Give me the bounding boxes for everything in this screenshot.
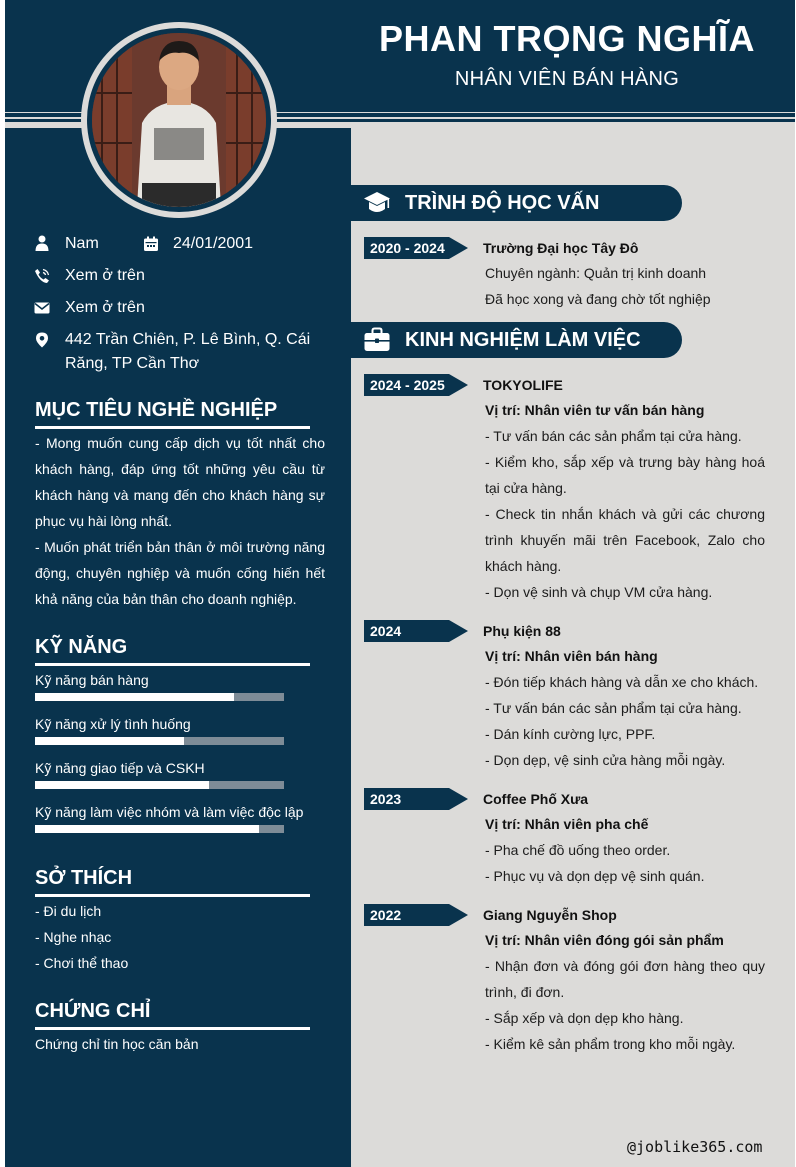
education-major: Chuyên ngành: Quản trị kinh doanh [485,265,707,281]
objective-heading: MỤC TIÊU NGHỀ NGHIỆP [35,399,278,421]
experience-company: Coffee Phố Xưa [483,791,589,807]
briefcase-icon [363,327,391,353]
education-period: 2020 - 2024 [370,240,445,256]
candidate-name: PHAN TRỌNG NGHĨA [379,18,755,59]
experience-date-tag [364,620,469,642]
calendar-icon [143,236,159,252]
experience-duty: - Kiểm kho, sắp xếp và trưng bày hàng hoá tại cửa hàng. [485,454,765,496]
skill-label: Kỹ năng bán hàng [35,672,149,688]
experience-details [485,643,765,773]
experience-role: Vị trí: Nhân viên pha chế [485,816,649,832]
experience-duty: - Nhận đơn và đóng gói đơn hàng theo quy trình, đi đơn. [485,958,765,1000]
contact-phone: Xem ở trên [65,267,145,284]
experience-duty: - Tư vấn bán các sản phẩm tại cửa hàng. [485,428,742,444]
hobbies-heading: SỞ THÍCH [35,867,133,889]
objective-rule [35,426,310,429]
skill-bar [35,693,284,701]
education-status: Đã học xong và đang chờ tốt nghiệp [485,291,711,307]
contact-address: 442 Trần Chiên, P. Lê Bình, Q. Cái Răng, TP Cần Thơ [65,331,311,372]
skill-label: Kỹ năng giao tiếp và CSKH [35,760,205,776]
candidate-job-title: NHÂN VIÊN BÁN HÀNG [454,68,680,90]
experience-period: 2024 [370,623,402,639]
hobby-item: - Nghe nhạc [35,929,112,945]
experience-company: Giang Nguyễn Shop [483,907,617,923]
experience-date-tag [364,904,469,926]
education-heading: TRÌNH ĐỘ HỌC VẤN [405,192,600,214]
experience-period: 2024 - 2025 [370,377,445,393]
experience-period: 2023 [370,791,402,807]
experience-period: 2022 [370,907,402,923]
contact-birthday: 24/01/2001 [173,235,254,252]
skill-bar-fill [35,737,184,745]
experience-details [485,811,765,889]
skill-label: Kỹ năng làm việc nhóm và làm việc độc lập [35,804,304,820]
graduation-cap-icon [363,190,391,216]
experience-duty: - Sắp xếp và dọn dẹp kho hàng. [485,1010,684,1026]
phone-icon [34,268,50,284]
experience-section-header [351,322,682,358]
experience-role: Vị trí: Nhân viên bán hàng [485,648,658,664]
location-icon [34,332,50,348]
skill-label: Kỹ năng xử lý tình huống [35,716,191,732]
education-details [485,260,765,312]
avatar [92,33,266,207]
avatar-photo [92,33,266,207]
contact-gender: Nam [65,235,99,252]
certificate-item: Chứng chỉ tin học căn bản [35,1036,199,1052]
skill-bar [35,825,284,833]
experience-duty: - Phục vụ và dọn dẹp vệ sinh quán. [485,868,705,884]
experience-details [485,397,765,605]
cv-page [5,0,795,1167]
hobby-item: - Đi du lịch [35,903,102,919]
experience-date-tag [364,788,469,810]
hobbies-rule [35,894,310,897]
experience-duty: - Dọn vệ sinh và chụp VM cửa hàng. [485,584,713,600]
certificates-heading: CHỨNG CHỈ [35,1000,151,1022]
experience-duty: - Dọn dẹp, vệ sinh cửa hàng mỗi ngày. [485,752,726,768]
experience-duty: - Kiểm kê sản phẩm trong kho mỗi ngày. [485,1036,736,1052]
hobby-item: - Chơi thể thao [35,955,129,971]
objective-paragraph-2: - Muốn phát triển bản thân ở môi trường năng động, chuyên nghiệp và muốn cống hiến hết khả năng của bản thân cho doanh nghiệp. [35,539,325,607]
contact-email: Xem ở trên [65,299,145,316]
certificates-rule [35,1027,310,1030]
skills-rule [35,663,310,666]
experience-company: Phụ kiện 88 [483,623,561,639]
watermark: @joblike365.com [627,1138,763,1156]
experience-company: TOKYOLIFE [483,377,563,393]
education-school: Trường Đại học Tây Đô [483,240,639,256]
skill-bar-fill [35,825,259,833]
experience-duty: - Dán kính cường lực, PPF. [485,726,656,742]
skill-bar [35,737,284,745]
gender-icon [34,235,50,251]
experience-heading: KINH NGHIỆM LÀM VIỆC [405,329,641,351]
objective-paragraph-1: - Mong muốn cung cấp dịch vụ tốt nhất cho khách hàng, đáp ứng tốt những yêu cầu từ khách hàng và mang đến cho khách hàng sự phục vụ hài lòng nhất. [35,435,325,529]
experience-role: Vị trí: Nhân viên đóng gói sản phẩm [485,932,724,948]
experience-duty: - Đón tiếp khách hàng và dẫn xe cho khách. [485,674,759,690]
experience-duty: - Check tin nhắn khách và gửi các chương trình khuyến mãi trên Facebook, Zalo cho khách hàng. [485,506,765,574]
skill-bar-fill [35,781,209,789]
experience-date-tag [364,374,469,396]
experience-details [485,927,765,1057]
skill-bar-fill [35,693,234,701]
experience-role: Vị trí: Nhân viên tư vấn bán hàng [485,402,705,418]
email-icon [34,300,50,316]
skill-bar [35,781,284,789]
experience-duty: - Pha chế đồ uống theo order. [485,842,671,858]
experience-duty: - Tư vấn bán các sản phẩm tại cửa hàng. [485,700,742,716]
education-section-header [351,185,682,221]
skills-heading: KỸ NĂNG [35,636,128,658]
education-date-tag [364,237,469,259]
